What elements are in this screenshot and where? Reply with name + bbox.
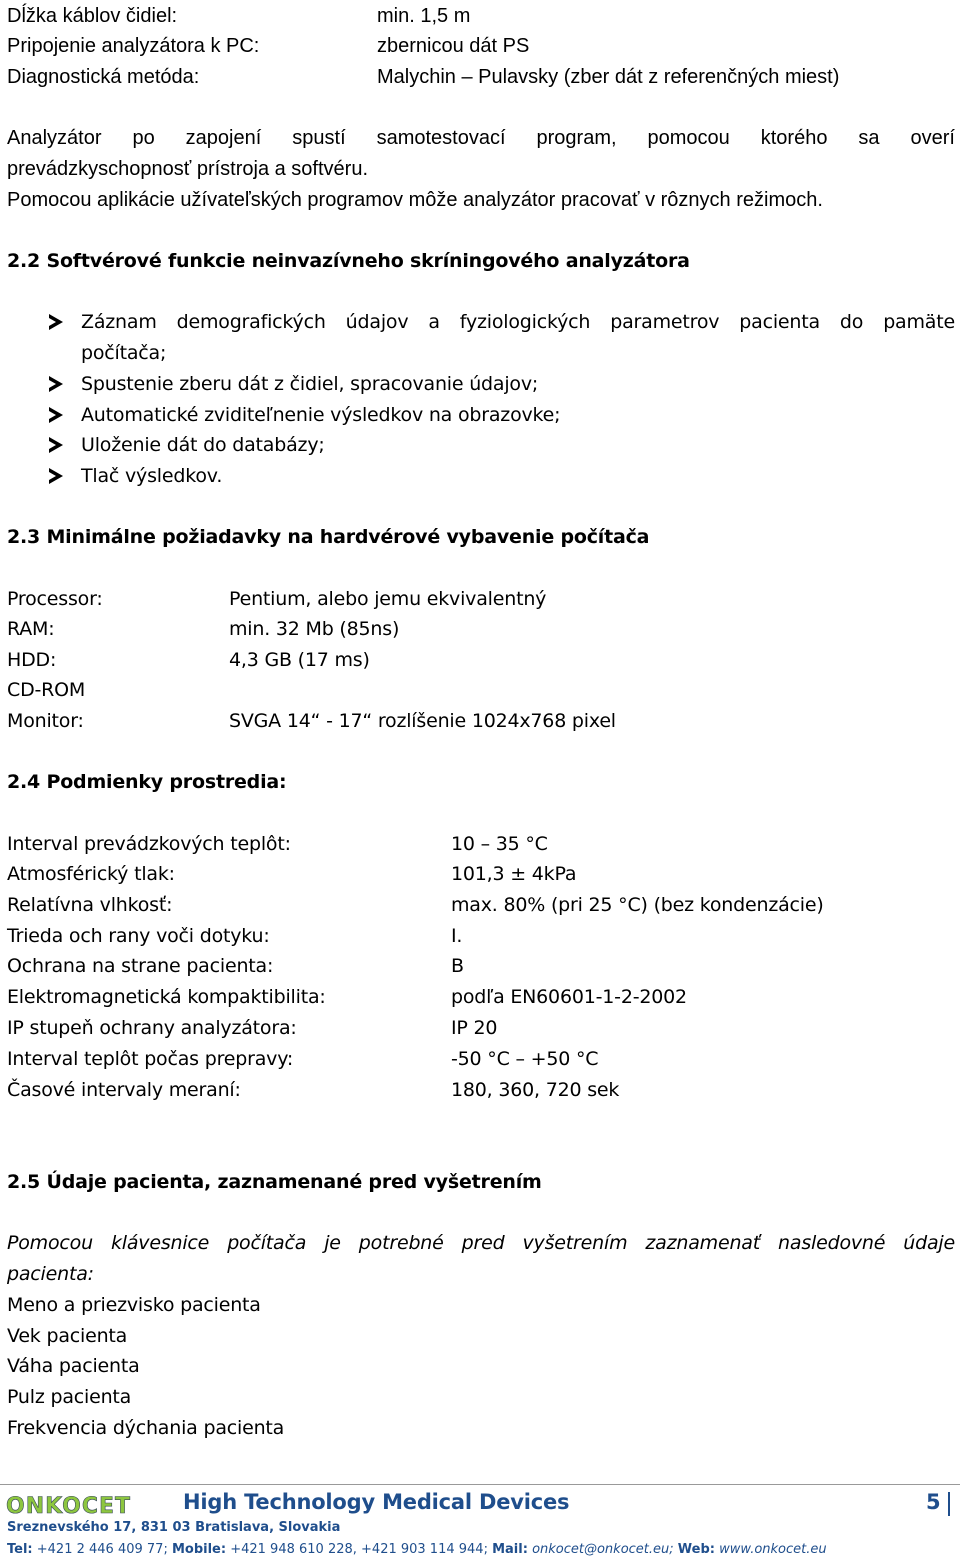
footer-divider bbox=[0, 1484, 960, 1485]
bullet-item: Uloženie dát do databázy; bbox=[81, 434, 325, 456]
mail-link[interactable]: onkocet@onkocet.eu; bbox=[532, 1542, 674, 1557]
intro-line-3: Pomocou aplikácie užívateľských programov môže analyzátor pracovať v rôznych režimoch. bbox=[7, 189, 823, 211]
bullet-item: Automatické zviditeľnenie výsledkov na obrazovke; bbox=[81, 404, 561, 426]
section-heading-2-5: 2.5 Údaje pacienta, zaznamenané pred vyšetrením bbox=[7, 1171, 542, 1193]
page-number: 5 bbox=[926, 1490, 941, 1514]
bullet-arrow-icon bbox=[49, 468, 63, 484]
section-heading-2-3: 2.3 Minimálne požiadavky na hardvérové vybavenie počítača bbox=[7, 526, 650, 548]
tel-value: +421 2 446 409 77; bbox=[36, 1542, 168, 1557]
mail-label: Mail: bbox=[492, 1542, 528, 1557]
env-value: max. 80% (pri 25 °C) (bez kondenzácie) bbox=[451, 894, 824, 916]
intro-line-2: prevádzkyschopnosť prístroja a softvéru. bbox=[7, 158, 369, 180]
footer-address: Sreznevského 17, 831 03 Bratislava, Slovakia bbox=[7, 1520, 341, 1535]
env-value: -50 °C – +50 °C bbox=[451, 1048, 599, 1070]
tel-label: Tel: bbox=[7, 1542, 33, 1557]
env-value: 101,3 ± 4kPa bbox=[451, 863, 577, 885]
logo-text: ONKOCET bbox=[6, 1494, 132, 1516]
env-value: podľa EN60601-1-2-2002 bbox=[451, 986, 687, 1008]
intro-line-1: Analyzátor po zapojení spustí samotestovací program, pomocou ktorého sa overí bbox=[7, 127, 955, 149]
bullet-item: Záznam demografických údajov a fyziologických parametrov pacienta do pamäte bbox=[81, 311, 955, 333]
patient-intro-line-1: Pomocou klávesnice počítača je potrebné pred vyšetrením zaznamenať nasledovné údaje bbox=[7, 1232, 955, 1254]
patient-field: Pulz pacienta bbox=[7, 1386, 132, 1408]
company-tagline: High Technology Medical Devices bbox=[183, 1490, 570, 1514]
env-label: Trieda och rany voči dotyku: bbox=[7, 925, 270, 947]
hw-value: 4,3 GB (17 ms) bbox=[229, 649, 370, 671]
mobile-value: +421 948 610 228, +421 903 114 944; bbox=[230, 1542, 488, 1557]
hw-label: Monitor: bbox=[7, 710, 84, 732]
spec-label: Pripojenie analyzátora k PC: bbox=[7, 35, 260, 57]
hw-value: Pentium, alebo jemu ekvivalentný bbox=[229, 588, 547, 610]
patient-intro-line-2: pacienta: bbox=[7, 1263, 94, 1285]
env-value: IP 20 bbox=[451, 1017, 498, 1039]
web-link[interactable]: www.onkocet.eu bbox=[719, 1542, 827, 1557]
patient-field: Vek pacienta bbox=[7, 1325, 128, 1347]
bullet-item-continued: počítača; bbox=[81, 342, 167, 364]
env-label: IP stupeň ochrany analyzátora: bbox=[7, 1017, 297, 1039]
env-label: Elektromagnetická kompaktibilita: bbox=[7, 986, 326, 1008]
env-value: 10 – 35 °C bbox=[451, 833, 548, 855]
bullet-arrow-icon bbox=[49, 376, 63, 392]
spec-label: Dĺžka káblov čidiel: bbox=[7, 5, 178, 27]
env-value: I. bbox=[451, 925, 463, 947]
env-value: 180, 360, 720 sek bbox=[451, 1079, 620, 1101]
spec-value: Malychin – Pulavsky (zber dát z referenčných miest) bbox=[377, 66, 840, 88]
section-heading-2-4: 2.4 Podmienky prostredia: bbox=[7, 771, 287, 793]
hw-label: RAM: bbox=[7, 618, 55, 640]
patient-field: Frekvencia dýchania pacienta bbox=[7, 1417, 285, 1439]
env-label: Časové intervaly meraní: bbox=[7, 1079, 241, 1101]
env-label: Atmosférický tlak: bbox=[7, 863, 175, 885]
spec-value: min. 1,5 m bbox=[377, 5, 471, 27]
hw-label: Processor: bbox=[7, 588, 103, 610]
onkocet-logo bbox=[6, 1492, 152, 1516]
bullet-arrow-icon bbox=[49, 314, 63, 330]
hw-label: HDD: bbox=[7, 649, 57, 671]
page-number-bar bbox=[948, 1492, 950, 1516]
bullet-item: Tlač výsledkov. bbox=[81, 465, 223, 487]
section-heading-2-2: 2.2 Softvérové funkcie neinvazívneho skríningového analyzátora bbox=[7, 250, 690, 272]
patient-field: Váha pacienta bbox=[7, 1355, 140, 1377]
env-label: Interval prevádzkových teplôt: bbox=[7, 833, 291, 855]
hw-label: CD-ROM bbox=[7, 679, 86, 701]
bullet-arrow-icon bbox=[49, 437, 63, 453]
bullet-item: Spustenie zberu dát z čidiel, spracovanie údajov; bbox=[81, 373, 539, 395]
env-label: Ochrana na strane pacienta: bbox=[7, 955, 274, 977]
mobile-label: Mobile: bbox=[171, 1542, 227, 1557]
web-label: Web: bbox=[677, 1542, 715, 1557]
hw-value: min. 32 Mb (85ns) bbox=[229, 618, 400, 640]
spec-value: zbernicou dát PS bbox=[377, 35, 530, 57]
env-value: B bbox=[451, 955, 464, 977]
env-label: Interval teplôt počas prepravy: bbox=[7, 1048, 294, 1070]
hw-value: SVGA 14“ - 17“ rozlíšenie 1024x768 pixel bbox=[229, 710, 616, 732]
patient-field: Meno a priezvisko pacienta bbox=[7, 1294, 261, 1316]
env-label: Relatívna vlhkosť: bbox=[7, 894, 173, 916]
spec-label: Diagnostická metóda: bbox=[7, 66, 200, 88]
bullet-arrow-icon bbox=[49, 407, 63, 423]
footer-contact bbox=[7, 1542, 827, 1557]
